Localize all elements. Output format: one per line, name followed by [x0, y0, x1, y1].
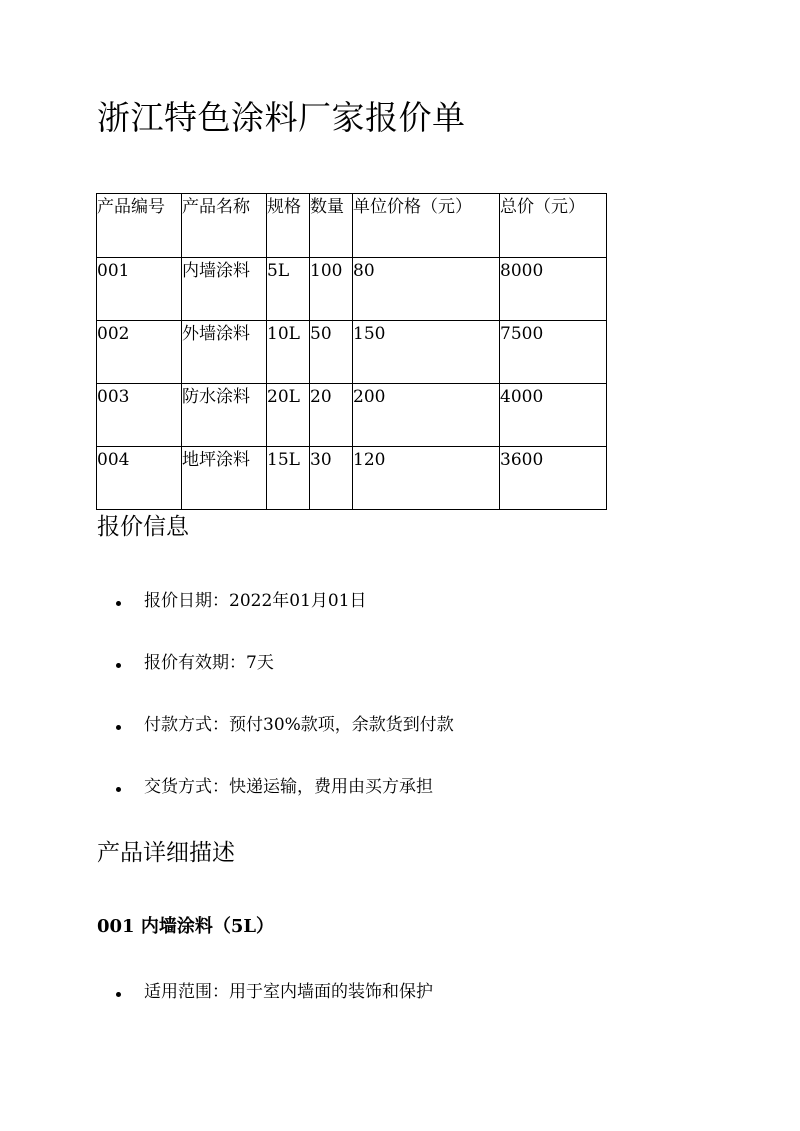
- cell-product-name: 地坪涂料: [182, 447, 267, 510]
- cell-quantity: 100: [310, 258, 353, 321]
- bullet-icon: [116, 663, 121, 668]
- cell-product-name: 防水涂料: [182, 384, 267, 447]
- cell-product-id: 002: [97, 321, 182, 384]
- bullet-icon: [116, 601, 121, 606]
- cell-quantity: 50: [310, 321, 353, 384]
- payment-method-text: 付款方式：预付30%款项，余款货到付款: [144, 715, 454, 735]
- cell-product-id: 004: [97, 447, 182, 510]
- cell-unit-price: 150: [353, 321, 500, 384]
- bullet-icon: [116, 992, 121, 997]
- column-header-total-price: 总价（元）: [500, 194, 607, 258]
- cell-product-name: 内墙涂料: [182, 258, 267, 321]
- cell-total-price: 3600: [500, 447, 607, 510]
- list-item: [116, 650, 274, 676]
- cell-product-id: 003: [97, 384, 182, 447]
- list-item: [116, 979, 433, 1005]
- cell-unit-price: 200: [353, 384, 500, 447]
- list-item: [116, 588, 367, 614]
- cell-spec: 15L: [267, 447, 310, 510]
- bullet-icon: [116, 787, 121, 792]
- cell-total-price: 4000: [500, 384, 607, 447]
- product-subheading: 001 内墙涂料（5L）: [97, 916, 275, 937]
- column-header-product-name: 产品名称: [182, 194, 267, 258]
- table-header-row: [97, 194, 607, 258]
- cell-spec: 5L: [267, 258, 310, 321]
- quote-date-text: 报价日期：2022年01月01日: [144, 591, 367, 611]
- cell-spec: 20L: [267, 384, 310, 447]
- product-details-heading: 产品详细描述: [97, 840, 235, 866]
- column-header-unit-price: 单位价格（元）: [353, 194, 500, 258]
- table-row: [97, 321, 607, 384]
- cell-spec: 10L: [267, 321, 310, 384]
- quote-validity-text: 报价有效期：7天: [144, 653, 274, 673]
- cell-unit-price: 80: [353, 258, 500, 321]
- cell-product-name: 外墙涂料: [182, 321, 267, 384]
- page-title: 浙江特色涂料厂家报价单: [97, 98, 466, 137]
- cell-quantity: 20: [310, 384, 353, 447]
- column-header-product-id: 产品编号: [97, 194, 182, 258]
- cell-total-price: 8000: [500, 258, 607, 321]
- table-row: [97, 447, 607, 510]
- quote-info-heading: 报价信息: [97, 514, 189, 540]
- list-item: [116, 774, 433, 800]
- table-row: [97, 258, 607, 321]
- cell-quantity: 30: [310, 447, 353, 510]
- column-header-spec: 规格: [267, 194, 310, 258]
- quote-table: [96, 193, 607, 510]
- bullet-icon: [116, 725, 121, 730]
- usage-scope-text: 适用范围：用于室内墙面的装饰和保护: [144, 982, 433, 1002]
- list-item: [116, 712, 454, 738]
- delivery-method-text: 交货方式：快递运输，费用由买方承担: [144, 777, 433, 797]
- cell-total-price: 7500: [500, 321, 607, 384]
- column-header-quantity: 数量: [310, 194, 353, 258]
- cell-product-id: 001: [97, 258, 182, 321]
- table-row: [97, 384, 607, 447]
- cell-unit-price: 120: [353, 447, 500, 510]
